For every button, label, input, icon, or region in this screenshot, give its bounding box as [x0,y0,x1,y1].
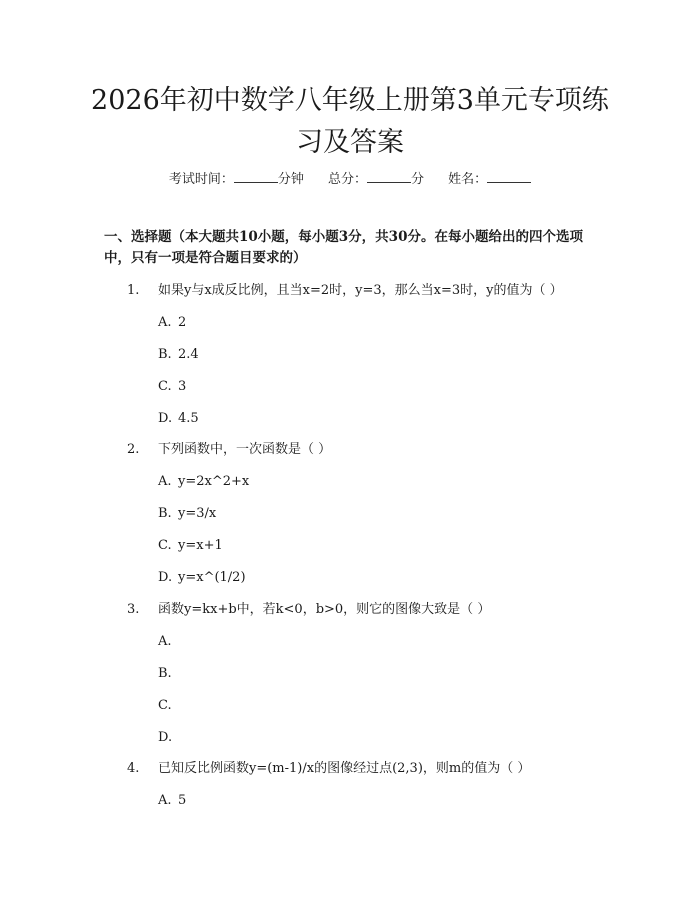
question-text: 已知反比例函数y=(m-1)/x的图像经过点(2,3)，则m的值为（ ） [158,761,531,776]
question-3 [127,600,490,620]
option-label: C. [158,379,172,394]
option-label: A. [158,315,172,330]
question-4 [127,759,530,779]
question-2 [127,440,331,460]
question-number: 3. [127,602,140,617]
option-text: 3 [178,379,187,394]
question-3-option-d [158,728,178,748]
option-label: D. [158,570,173,585]
option-text: y=2x^2+x [178,474,250,489]
option-label: D. [158,730,173,745]
option-text: y=x+1 [178,538,223,553]
exam-time-blank [234,168,278,183]
exam-time-field [169,168,304,190]
question-3-option-b [158,664,178,684]
option-label: A. [158,793,172,808]
option-label: D. [158,411,173,426]
page-title [60,80,640,164]
total-score-unit: 分 [411,172,425,187]
total-score-blank [367,168,411,183]
name-field [448,168,531,190]
title-line-1: 2026年初中数学八年级上册第3单元专项练 [91,85,609,116]
question-number: 2. [127,442,140,457]
question-text: 如果y与x成反比例，且当x=2时，y=3，那么当x=3时，y的值为（ ） [158,283,563,298]
option-text: y=x^(1/2) [178,570,246,585]
question-2-option-c [158,536,223,556]
question-2-option-a [158,472,249,492]
question-2-option-d [158,568,246,588]
option-label: B. [158,666,172,681]
option-label: C. [158,698,172,713]
question-3-option-c [158,696,178,716]
name-blank [487,168,531,183]
option-text: y=3/x [178,506,217,521]
option-text: 5 [178,793,187,808]
option-text: 4.5 [178,411,199,426]
question-number: 1. [127,283,140,298]
question-1-option-a [158,313,186,333]
question-number: 4. [127,761,140,776]
total-score-label: 总分： [327,172,367,187]
question-1-option-d [158,409,199,429]
question-3-option-a [158,632,178,652]
option-text: 2 [178,315,187,330]
option-text: 2.4 [178,347,199,362]
title-line-2: 习及答案 [296,127,404,158]
question-1-option-c [158,377,186,397]
question-4-option-a [158,791,186,811]
option-label: B. [158,506,172,521]
option-label: C. [158,538,172,553]
section-heading: 一、选择题（本大题共10小题，每小题3分，共30分。在每小题给出的四个选项中，只有一项是符合题目要求的） [104,229,583,266]
question-1-option-b [158,345,199,365]
question-text: 函数y=kx+b中，若k<0，b>0，则它的图像大致是（ ） [158,602,491,617]
option-label: A. [158,474,172,489]
exam-time-unit: 分钟 [277,172,304,187]
question-text: 下列函数中，一次函数是（ ） [158,442,332,457]
question-2-option-b [158,504,216,524]
name-label: 姓名： [448,172,488,187]
exam-time-label: 考试时间： [168,172,234,187]
option-label: B. [158,347,172,362]
option-label: A. [158,634,172,649]
total-score-field [328,168,424,190]
question-1 [127,281,563,301]
exam-info-bar [0,168,700,190]
